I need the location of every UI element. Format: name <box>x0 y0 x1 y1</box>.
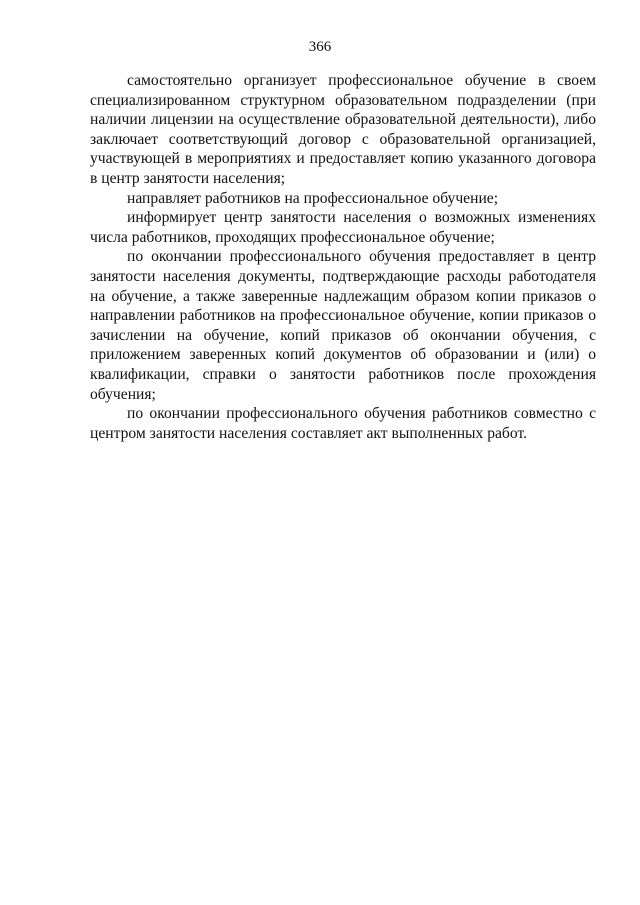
page-number: 366 <box>308 39 332 55</box>
document-body <box>90 71 596 443</box>
paragraph: самостоятельно организует профессиональное обучение в своем специализированном структурном образовательном подразделении (при наличии лицензии на осуществление образовательной деятельности), либо заключает соответствующий договор с образовательной организацией, участвующей в мероприятиях и предоставляет копию указанного договора в центр занятости населения; <box>90 72 596 187</box>
paragraph: информирует центр занятости населения о возможных изменениях числа работников, проходящих профессиональное обучение; <box>90 209 596 246</box>
paragraph: по окончании профессионального обучения работников совместно с центром занятости населения составляет акт выполненных работ. <box>90 405 596 442</box>
paragraph: направляет работников на профессиональное обучение; <box>127 189 499 207</box>
paragraph: по окончании профессионального обучения предоставляет в центр занятости населения документы, подтверждающие расходы работодателя на обучение, а также заверенные надлежащим образом копии приказов о направлении работников на профессиональное обучение, копии приказов о зачислении на обучение, копий приказов об окончании обучения, с приложением заверенных копий документов об образовании и (или) о квалификации, справки о занятости работников после прохождения обучения; <box>90 248 596 403</box>
